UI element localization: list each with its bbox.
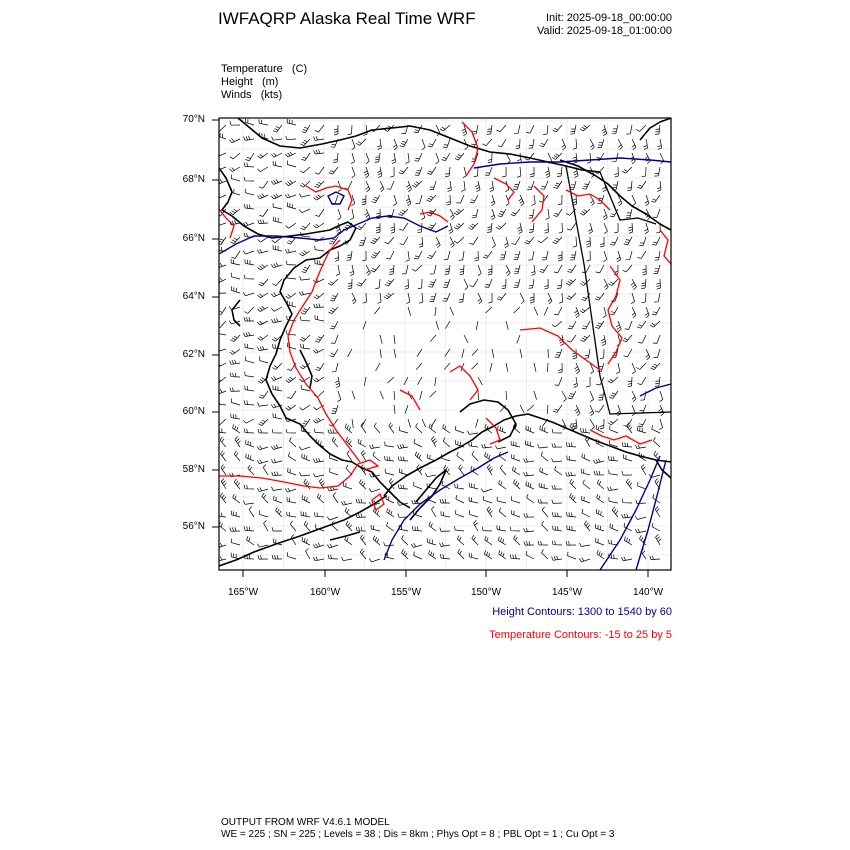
lat-label-60n: 60°N <box>182 406 205 417</box>
lat-label-62n: 62°N <box>182 349 205 360</box>
lon-label-165w: 165°W <box>227 587 259 598</box>
field-temperature: Temperature (C) <box>221 63 308 75</box>
lat-label-56n: 56°N <box>182 521 205 532</box>
lon-label-145w: 145°W <box>551 587 583 598</box>
lat-label-64n: 64°N <box>182 291 205 302</box>
model-footer <box>221 817 614 841</box>
init-time: Init: 2025-09-18_00:00:00 <box>546 12 672 24</box>
lon-label-155w: 155°W <box>390 587 422 598</box>
footer-config-line: WE = 225 ; SN = 225 ; Levels = 38 ; Dis = 8km ; Phys Opt = 8 ; PBL Opt = 1 ; Cu Opt = 3 <box>221 829 615 840</box>
temperature-contour-note: Temperature Contours: -15 to 25 by 5 <box>489 629 672 641</box>
footer-model-line: OUTPUT FROM WRF V4.6.1 MODEL <box>221 817 390 828</box>
lon-ticks <box>243 570 648 577</box>
lon-label-140w: 140°W <box>632 587 664 598</box>
lat-ticks <box>212 120 219 527</box>
map-title: IWFAQRP Alaska Real Time WRF <box>218 9 476 28</box>
wind-barbs <box>215 118 664 562</box>
lon-label-150w: 150°W <box>470 587 502 598</box>
field-height: Height (m) <box>221 76 279 88</box>
lat-label-70n: 70°N <box>182 114 205 125</box>
lon-label-160w: 160°W <box>309 587 341 598</box>
field-winds: Winds (kts) <box>221 89 283 101</box>
valid-time: Valid: 2025-09-18_01:00:00 <box>537 25 672 37</box>
lat-label-66n: 66°N <box>182 233 205 244</box>
lat-label-68n: 68°N <box>182 174 205 185</box>
height-contour-note: Height Contours: 1300 to 1540 by 60 <box>492 606 672 618</box>
lat-label-58n: 58°N <box>182 464 205 475</box>
